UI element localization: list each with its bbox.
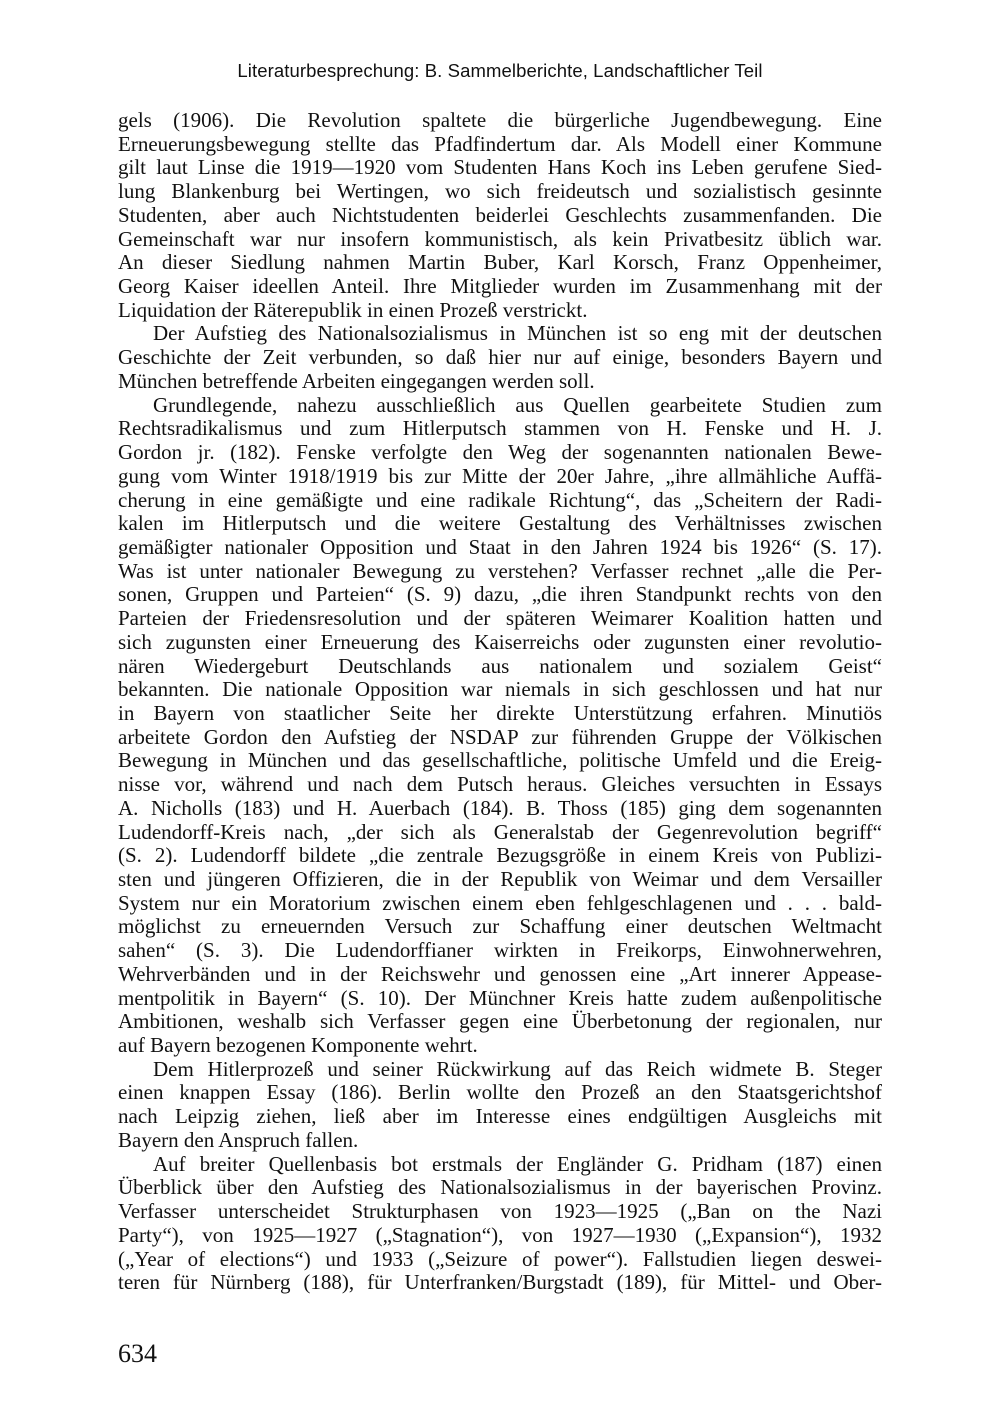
text-line: Grundlegende, nahezu ausschließlich aus Quellen gearbeitete Studien zum [153,393,882,417]
text-line: mentpolitik in Bayern“ (S. 10). Der Münchner Kreis hatte zudem außenpolitische [118,986,882,1010]
text-line: Georg Kaiser ideellen Anteil. Ihre Mitglieder wurden im Zusammenhang mit der [118,275,882,299]
text-line: Auf breiter Quellenbasis bot erstmals der Engländer G. Pridham (187) einen [153,1152,882,1176]
text-line: Rechtsradikalismus und zum Hitlerputsch stammen von H. Fenske und H. J. [118,417,882,441]
text-line: Bayern den Anspruch fallen. [118,1128,359,1152]
text-line: Verfasser unterscheidet Strukturphasen von 1923—1925 („Ban on the Nazi [118,1200,882,1224]
text-line: („Year of elections“) und 1933 („Seizure of power“). Fallstudien liegen deswei- [118,1247,882,1271]
text-line: gemäßigter nationaler Opposition und Staat in den Jahren 1924 bis 1926“ (S. 17). [118,535,882,559]
text-line: A. Nicholls (183) und H. Auerbach (184). B. Thoss (185) ging dem sogenannten [118,796,882,820]
text-line: sich zugunsten einer Erneuerung des Kaiserreichs oder zugunsten einer revolutio- [118,630,882,654]
text-line: Liquidation der Räterepublik in einen Prozeß verstrickt. [118,298,588,322]
text-line: Ludendorff-Kreis nach, „der sich als Generalstab der Gegenrevolution begriff“ [118,820,882,844]
text-line: Was ist unter nationaler Bewegung zu verstehen? Verfasser rechnet „alle die Per- [118,559,882,583]
text-line: München betreffende Arbeiten eingegangen werden soll. [118,369,595,393]
text-line: auf Bayern bezogenen Komponente wehrt. [118,1034,478,1058]
text-line: Erneuerungsbewegung stellte das Pfadfindertum dar. Als Modell einer Kommune [118,132,882,156]
body-text [118,109,882,1295]
text-line: sten und jüngeren Offizieren, die in der Republik von Weimar und dem Versailler [118,868,882,891]
text-line: Geschichte der Zeit verbunden, so daß hier nur auf einige, besonders Bayern und [118,346,882,370]
text-line: gels (1906). Die Revolution spaltete die bürgerliche Jugendbewegung. Eine [118,109,882,132]
text-line: nach Leipzig ziehen, ließ aber im Interesse eines endgültigen Ausgleichs mit [118,1105,882,1129]
text-line: gilt laut Linse die 1919—1920 vom Studenten Hans Koch ins Leben gerufene Sied- [118,156,882,180]
text-line: cherung in eine gemäßigte und eine radikale Richtung“, das „Scheitern der Radi- [118,488,882,512]
text-line: einen knappen Essay (186). Berlin wollte den Prozeß an den Staatsgerichtshof [118,1081,882,1105]
text-line: Studenten, aber auch Nichtstudenten beiderlei Geschlechts zusammenfanden. Die [118,203,882,227]
text-line: Dem Hitlerprozeß und seiner Rückwirkung auf das Reich widmete B. Steger [153,1057,882,1081]
text-line: An dieser Siedlung nahmen Martin Buber, Karl Korsch, Franz Oppenheimer, [118,251,882,275]
text-line: arbeitete Gordon den Aufstieg der NSDAP zur führenden Gruppe der Völkischen [118,725,882,749]
text-line: Gordon jr. (182). Fenske verfolgte den Weg der sogenannten nationalen Bewe- [118,441,882,465]
text-line: nisse vor, während und nach dem Putsch heraus. Gleiches versuchten in Essays [118,773,882,797]
text-line: Wehrverbänden und in der Reichswehr und genossen eine „Art innerer Appease- [118,962,882,986]
text-line: Überblick über den Aufstieg des Nationalsozialismus in der bayerischen Provinz. [118,1176,882,1200]
running-head: Literaturbesprechung: B. Sammelberichte, Landschaftlicher Teil [237,60,763,81]
text-line: (S. 2). Ludendorff bildete „die zentrale Bezugsgröße in einem Kreis von Publizi- [118,844,882,868]
text-line: nären Wiedergeburt Deutschlands aus nationalem und sozialem Geist“ [118,654,882,678]
text-line: möglichst zu erneuernden Versuch zur Schaffung einer deutschen Weltmacht [118,915,882,939]
text-line: teren für Nürnberg (188), für Unterfranken/Burgstadt (189), für Mittel- und Ober- [118,1271,882,1295]
text-line: kalen im Hitlerputsch und die weitere Gestaltung des Verhältnisses zwischen [118,512,882,536]
text-line: sonen, Gruppen und Parteien“ (S. 9) dazu, „die ihren Standpunkt rechts von den [118,583,882,607]
text-line: in Bayern von staatlicher Seite her direkte Unterstützung erfahren. Minutiös [118,701,882,725]
text-line: bekannten. Die nationale Opposition war niemals in sich geschlossen und hat nur [118,678,882,702]
text-line: System nur ein Moratorium zwischen einem eben fehlgeschlagenen und . . . bald- [118,891,882,915]
text-line: gung vom Winter 1918/1919 bis zur Mitte der 20er Jahre, „ihre allmähliche Auffä- [118,464,882,488]
text-line: Parteien der Friedensresolution und der späteren Weimarer Koalition hatten und [118,607,882,631]
text-line: Gemeinschaft war nur insofern kommunistisch, als kein Privatbesitz üblich war. [118,227,882,251]
text-line: Ambitionen, weshalb sich Verfasser gegen eine Überbetonung der regionalen, nur [118,1010,882,1034]
text-line: Bewegung in München und das gesellschaftliche, politische Umfeld und die Ereig- [118,749,882,773]
page-number: 634 [118,1339,157,1368]
text-line: Der Aufstieg des Nationalsozialismus in München ist so eng mit der deutschen [153,322,882,346]
text-line: Party“), von 1925—1927 („Stagnation“), von 1927—1930 („Expansion“), 1932 [118,1223,882,1247]
text-line: sahen“ (S. 3). Die Ludendorffianer wirkten in Freikorps, Einwohnerwehren, [118,939,882,963]
text-line: lung Blankenburg bei Wertingen, wo sich freideutsch und sozialistisch gesinnte [118,180,882,204]
